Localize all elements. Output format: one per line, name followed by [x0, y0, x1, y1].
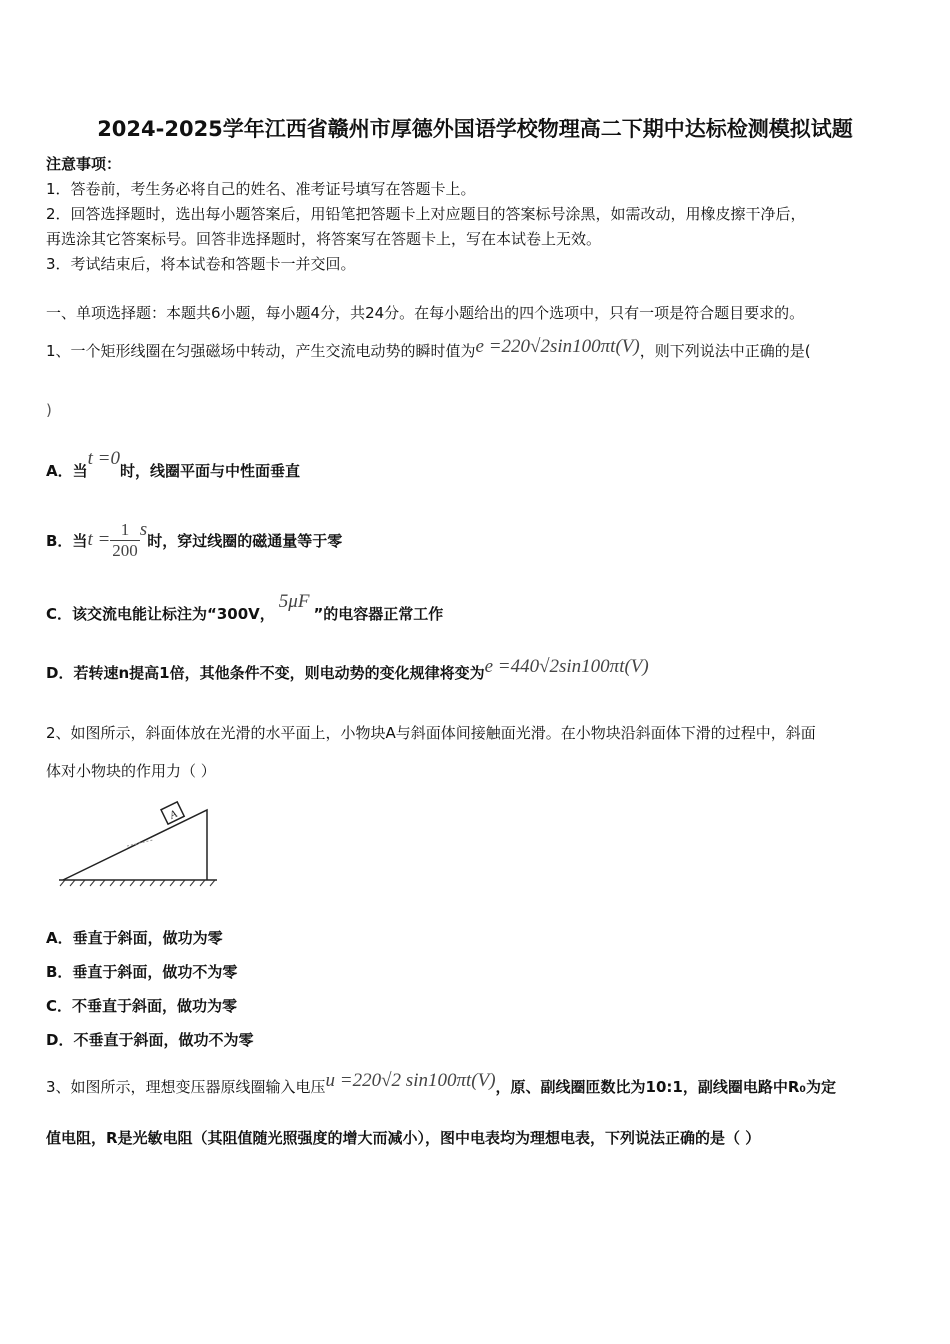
block-label: A [167, 807, 180, 822]
q2-stem: 2、如图所示，斜面体放在光滑的水平面上，小物块A与斜面体间接触面光滑。在小物块沿斜面体下滑的过程中，斜面 [46, 724, 816, 742]
option-text: 时，穿过线圈的磁通量等于零 [147, 532, 343, 550]
notice-item: 3．考试结束后，将本试卷和答题卡一并交回。 [46, 255, 356, 273]
q3-formula: u =220√2 sin100πt(V) [325, 1070, 496, 1091]
block-a [161, 802, 184, 824]
option-label: D．若转速n提高1倍，其他条件不变，则电动势的变化规律将变为 [46, 664, 485, 682]
q1-option-c-formula: 5μF [278, 591, 310, 612]
fraction [110, 520, 140, 561]
q1-option-d-formula: e =440√2sin100πt(V) [484, 656, 649, 677]
page-title: 2024-2025学年江西省赣州市厚德外国语学校物理高二下期中达标检测模拟试题 [97, 117, 853, 141]
fraction-numerator: 1 [110, 520, 140, 541]
q2-option-b: B．垂直于斜面，做功不为零 [46, 963, 238, 981]
option-label: A．当 [46, 462, 88, 480]
notice-item: 1．答卷前，考生务必将自己的姓名、准考证号填写在答题卡上。 [46, 180, 476, 198]
q1-option-c [46, 591, 444, 625]
incline-diagram [55, 800, 225, 892]
q2-option-c: C．不垂直于斜面，做功为零 [46, 997, 238, 1015]
q3-stem-text: 3、如图所示，理想变压器原线圈输入电压 [46, 1078, 326, 1096]
option-label: C．该交流电能让标注为“300V， [46, 605, 275, 623]
q3-stem [46, 1070, 836, 1098]
formula-unit: s [139, 518, 148, 540]
q2-stem-cont: 体对小物块的作用力（ ） [46, 762, 216, 780]
q2-option-a: A．垂直于斜面，做功为零 [46, 929, 223, 947]
q1-option-a [46, 448, 300, 482]
ground-hatching [60, 880, 215, 886]
q1-option-a-formula: t =0 [87, 448, 120, 469]
q2-option-d: D．不垂直于斜面，做功不为零 [46, 1031, 254, 1049]
fraction-denominator: 200 [112, 541, 138, 560]
q1-option-b [46, 520, 342, 561]
notice-heading: 注意事项： [46, 155, 122, 173]
q1-option-b-formula [87, 518, 148, 560]
option-text: 时，线圈平面与中性面垂直 [119, 462, 300, 480]
q1-stem-text-end: ，则下列说法中正确的是( [639, 342, 811, 360]
q1-stem-text: 1、一个矩形线圈在匀强磁场中转动，产生交流电动势的瞬时值为 [46, 342, 476, 360]
q1-stem [46, 336, 811, 362]
incline-body [63, 807, 207, 880]
q3-stem-cont: 值电阻，R是光敏电阻（其阻值随光照强度的增大而减小），图中电表均为理想电表，下列说法正确的是（ ） [46, 1129, 761, 1147]
section-heading: 一、单项选择题：本题共6小题，每小题4分，共24分。在每小题给出的四个选项中，只有一项是符合题目要求的。 [46, 304, 805, 322]
option-text: ”的电容器正常工作 [313, 605, 444, 623]
option-label: B．当 [46, 532, 88, 550]
slope-mark [127, 840, 153, 846]
notice-item: 2．回答选择题时，选出每小题答案后，用铅笔把答题卡上对应题目的答案标号涂黑，如需改动，用橡皮擦干净后， [46, 205, 806, 223]
q1-stem-close: ) [46, 401, 52, 419]
q1-option-d [46, 656, 649, 684]
notice-item: 再选涂其它答案标号。回答非选择题时，将答案写在答题卡上，写在本试卷上无效。 [46, 230, 602, 248]
formula-lhs: t = [87, 528, 111, 550]
q1-formula: e =220√2sin100πt(V) [475, 336, 640, 357]
q3-stem-text-end: ，原、副线圈匝数比为10:1，副线圈电路中R₀为定 [495, 1078, 836, 1096]
